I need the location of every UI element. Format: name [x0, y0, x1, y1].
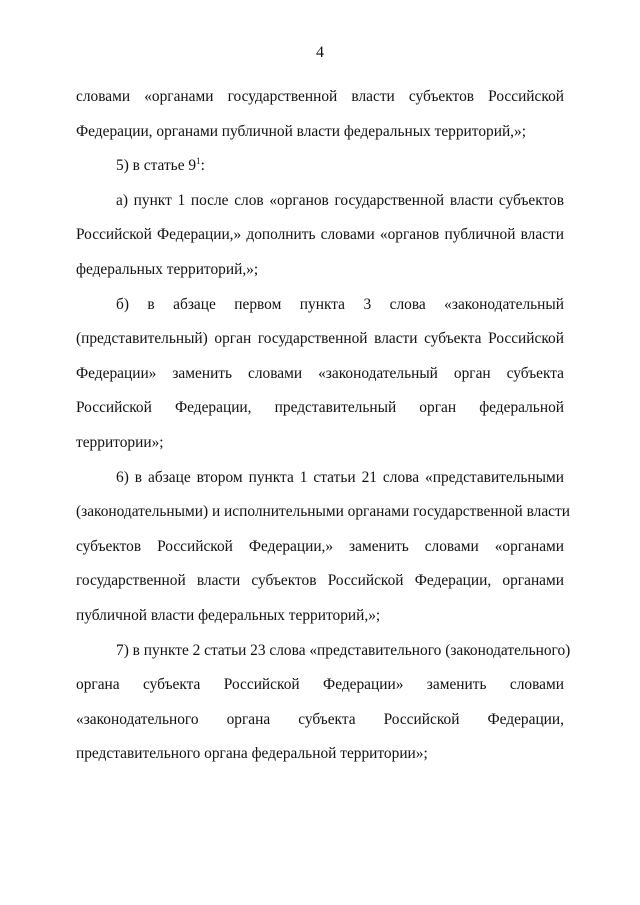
- text-line-content: (законодательными) и исполнительными органами государственной власти: [76, 503, 570, 521]
- text-line: [76, 357, 564, 392]
- text-line: [76, 149, 564, 184]
- text-line-content: Федерации, органами публичной власти федеральных территорий,»;: [76, 122, 527, 140]
- text-line: [76, 80, 564, 115]
- text-line-content: 6) в абзаце втором пункта 1 статьи 21 слова «представительными: [116, 468, 564, 486]
- text-line-content: словами «органами государственной власти субъектов Российской: [76, 88, 564, 105]
- text-line: [76, 461, 564, 496]
- document-body: [76, 80, 571, 772]
- text-line: [76, 253, 564, 288]
- text-line: [76, 564, 564, 599]
- text-line-tail: :: [200, 157, 205, 175]
- text-line-content: 5) в статье 9: [116, 157, 197, 175]
- text-line: [76, 115, 564, 150]
- text-line: [76, 703, 564, 738]
- page-number: 4: [316, 44, 324, 61]
- text-line-content: «законодательного органа субъекта Российской Федерации,: [76, 710, 564, 728]
- text-line-content: Российской Федерации,» дополнить словами «органов публичной власти: [76, 226, 564, 244]
- text-line-content: 7) в пункте 2 статьи 23 слова «представительного (законодательного): [116, 641, 571, 659]
- text-line: [76, 322, 564, 357]
- text-line: [76, 634, 571, 669]
- text-line-content: (представительный) орган государственной власти субъекта Российской: [76, 330, 564, 348]
- text-line: [76, 184, 564, 219]
- text-line: [76, 599, 564, 634]
- text-line: [76, 426, 564, 461]
- text-line-content: публичной власти федеральных территорий,»;: [76, 606, 381, 624]
- text-line: [76, 391, 564, 426]
- text-line-content: Федерации» заменить словами «законодательный орган субъекта: [76, 364, 564, 382]
- text-line: [76, 495, 570, 530]
- text-line-content: субъектов Российской Федерации,» заменить словами «органами: [76, 537, 564, 555]
- text-line-content: а) пункт 1 после слов «органов государственной власти субъектов: [116, 191, 564, 209]
- text-line: [76, 218, 564, 253]
- text-line-content: государственной власти субъектов Российской Федерации, органами: [76, 572, 564, 590]
- text-line-content: органа субъекта Российской Федерации» заменить словами: [76, 676, 564, 694]
- superscript-index: 1: [196, 156, 201, 167]
- text-line-content: Российской Федерации, представительный орган федеральной: [76, 399, 564, 417]
- text-line-content: территории»;: [76, 433, 164, 451]
- text-line: [76, 530, 564, 565]
- text-line: [76, 737, 564, 772]
- text-line: [76, 668, 564, 703]
- text-line: [76, 288, 564, 323]
- text-line-content: представительного органа федеральной территории»;: [76, 745, 428, 763]
- text-line-content: б) в абзаце первом пункта 3 слова «законодательный: [116, 295, 564, 313]
- text-line-content: федеральных территорий,»;: [76, 260, 259, 278]
